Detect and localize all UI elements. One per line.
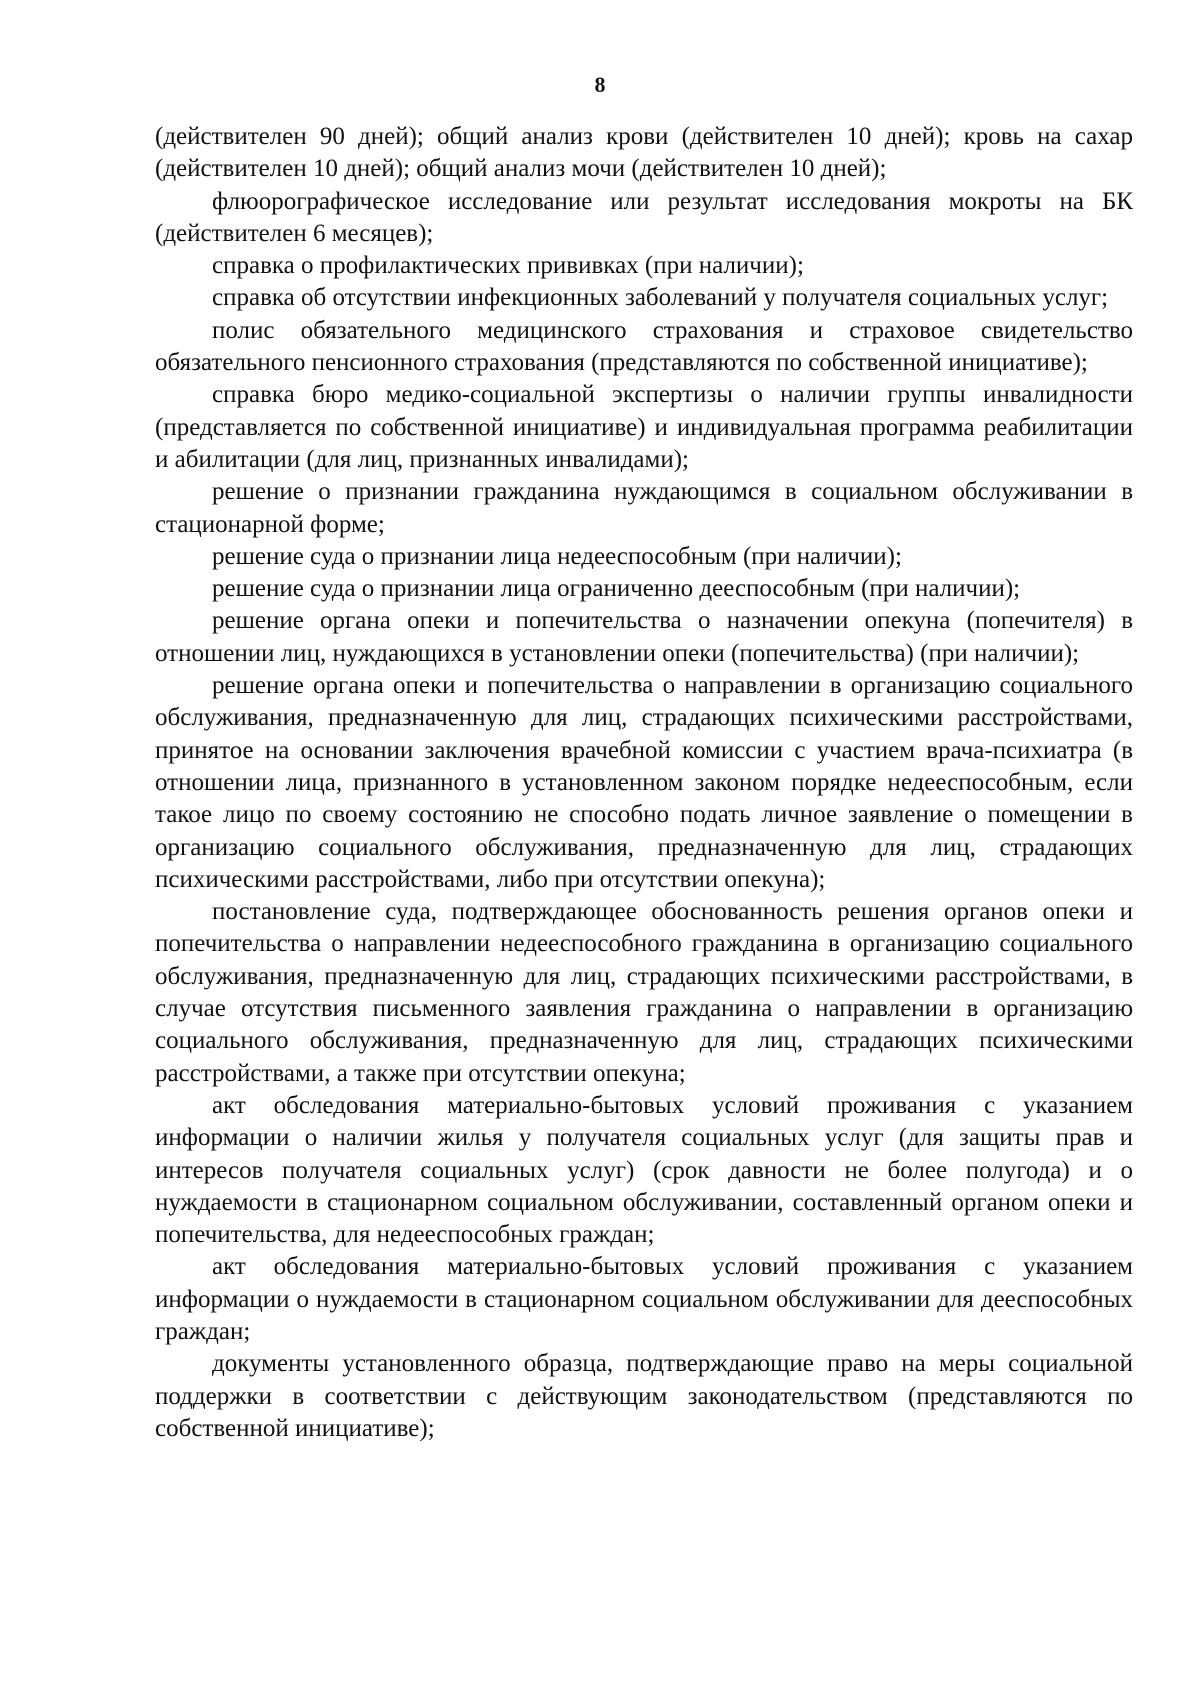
document-body <box>155 121 1133 1445</box>
paragraph-guardian-appointment: решение органа опеки и попечительства о назначении опекуна (попечителя) в отношении лиц, нуждающихся в установлении опеки (попечительства) (при наличии); <box>155 607 1133 667</box>
paragraph-inspection-act-capable: акт обследования материально-бытовых условий проживания с указанием информации о нуждаемости в стационарном социальном обслуживании для дееспособных граждан; <box>155 1253 1133 1345</box>
paragraph-inspection-act-incapable: акт обследования материально-бытовых условий проживания с указанием информации о наличии жилья у получателя социальных услуг (для защиты прав и интересов получателя социальных услуг) (срок давности не более полугода) и о нуждаемости в стационарном социальном обслуживании, составленный органом опеки и попечительства, для недееспособных граждан; <box>155 1091 1133 1249</box>
paragraph-insurance-policy: полис обязательного медицинского страхования и страховое свидетельство обязательного пенсионного страхования (представляются по собственной инициативе); <box>155 316 1133 377</box>
paragraph-social-support-documents: документы установленного образца, подтверждающие право на меры социальной поддержки в соответствии с действующим законодательством (представляются по собственной инициативе); <box>155 1350 1133 1442</box>
paragraph-court-ruling: постановление суда, подтверждающее обоснованность решения органов опеки и попечительства о направлении недееспособного гражданина в организацию социального обслуживания, предназначенную для лиц, страдающих психическими расстройствами, в случае отсутствия письменного заявления гражданина о направлении в организацию социального обслуживания, предназначенную для лиц, страдающих психическими расстройствами, а также при отсутствии опекуна; <box>155 898 1133 1087</box>
paragraph-needs-decision: решение о признании гражданина нуждающимся в социальном обслуживании в стационарной форме; <box>155 478 1133 538</box>
paragraph-incapacity-court: решение суда о признании лица недееспособным (при наличии); <box>212 542 902 570</box>
paragraph-infection-certificate: справка об отсутствии инфекционных заболеваний у получателя социальных услуг; <box>212 284 1109 312</box>
paragraph-disability-certificate: справка бюро медико-социальной экспертизы о наличии группы инвалидности (представляется по собственной инициативе) и индивидуальная программа реабилитации и абилитации (для лиц, признанных инвалидами); <box>155 381 1133 473</box>
paragraph-limited-capacity-court: решение суда о признании лица ограниченно дееспособным (при наличии); <box>212 575 1021 603</box>
paragraph-continuation: (действителен 90 дней); общий анализ крови (действителен 10 дней); кровь на сахар (действителен 10 дней); общий анализ мочи (действителен 10 дней); <box>155 123 1133 183</box>
paragraph-guardianship-referral: решение органа опеки и попечительства о направлении в организацию социального обслуживания, предназначенную для лиц, страдающих психическими расстройствами, принятое на основании заключения врачебной комиссии с участием врача-психиатра (в отношении лица, признанного в установленном законом порядке недееспособным, если такое лицо по своему состоянию не способно подать личное заявление о помещении в организацию социального обслуживания, предназначенную для лиц, страдающих психическими расстройствами, либо при отсутствии опекуна); <box>155 672 1133 893</box>
paragraph-fluorography: флюорографическое исследование или результат исследования мокроты на БК (действителен 6 месяцев); <box>155 187 1133 247</box>
page-number: 8 <box>594 72 606 97</box>
paragraph-vaccination-certificate: справка о профилактических прививках (при наличии); <box>212 252 804 280</box>
